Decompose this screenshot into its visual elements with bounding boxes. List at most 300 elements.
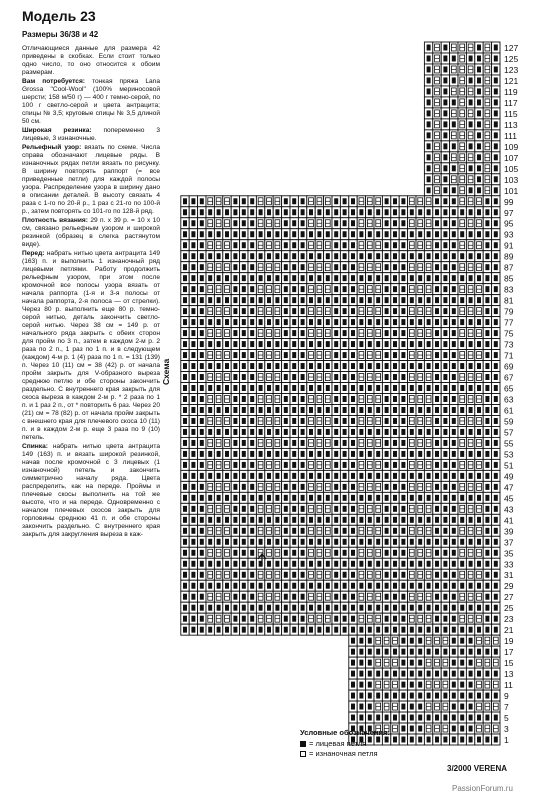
row-number: 73 [504, 339, 514, 350]
stitch-cell [273, 218, 281, 229]
stitch-cell [315, 514, 323, 525]
knit-stitch-icon [494, 66, 498, 72]
knit-stitch-icon [385, 528, 389, 534]
knit-stitch-icon [284, 264, 288, 270]
knit-stitch-icon [191, 198, 195, 204]
knit-stitch-icon [343, 341, 347, 347]
stitch-cell [483, 328, 491, 339]
knit-stitch-icon [427, 253, 431, 259]
stitch-cell [399, 240, 407, 251]
stitch-cell [366, 690, 374, 701]
stitch-cell [189, 426, 197, 437]
stitch-cell [391, 306, 399, 317]
stitch-cell [483, 75, 491, 86]
knit-stitch-icon [292, 341, 296, 347]
knit-stitch-icon [191, 528, 195, 534]
knit-stitch-icon [460, 253, 464, 259]
stitch-cell [273, 426, 281, 437]
stitch-cell [282, 525, 290, 536]
stitch-cell [382, 372, 390, 383]
knit-stitch-icon [300, 741, 306, 747]
knit-stitch-icon [469, 649, 473, 655]
stitch-cell [240, 240, 248, 251]
knit-stitch-icon [359, 583, 363, 589]
knit-stitch-icon [376, 385, 380, 391]
knit-stitch-icon [494, 176, 498, 182]
knit-stitch-icon [385, 286, 389, 292]
stitch-cell [391, 591, 399, 602]
stitch-cell [298, 317, 306, 328]
knit-stitch-icon [410, 363, 414, 369]
knit-stitch-icon [326, 451, 330, 457]
stitch-cell [324, 229, 332, 240]
stitch-cell [391, 514, 399, 525]
stitch-cell [298, 328, 306, 339]
knit-stitch-icon [242, 209, 246, 215]
knit-stitch-icon [200, 616, 204, 622]
stitch-cell [223, 514, 231, 525]
knit-stitch-icon [376, 231, 380, 237]
stitch-cell [214, 481, 222, 492]
knit-stitch-icon [418, 231, 422, 237]
knit-stitch-icon [393, 341, 397, 347]
stitch-cell [223, 372, 231, 383]
stitch-cell [366, 328, 374, 339]
knit-stitch-icon [225, 539, 229, 545]
knit-stitch-icon [343, 572, 347, 578]
stitch-cell [450, 657, 458, 668]
row-number: 27 [504, 592, 514, 603]
row-number: 23 [504, 614, 514, 625]
knit-stitch-icon [460, 407, 464, 413]
stitch-cell [441, 86, 449, 97]
knit-stitch-icon [427, 110, 431, 116]
stitch-cell [466, 679, 474, 690]
knit-stitch-icon [343, 264, 347, 270]
stitch-cell [248, 317, 256, 328]
knit-stitch-icon [191, 363, 195, 369]
knit-stitch-icon [494, 385, 498, 391]
stitch-cell [475, 635, 483, 646]
stitch-cell [492, 448, 500, 459]
stitch-cell [214, 602, 222, 613]
stitch-cell [206, 437, 214, 448]
stitch-cell [408, 646, 416, 657]
stitch-cell [391, 404, 399, 415]
knit-stitch-icon [494, 605, 498, 611]
knit-stitch-icon [317, 341, 321, 347]
stitch-cell [357, 350, 365, 361]
knit-stitch-icon [485, 264, 489, 270]
stitch-cell [240, 383, 248, 394]
stitch-cell [189, 339, 197, 350]
knit-stitch-icon [393, 407, 397, 413]
knit-stitch-icon [183, 550, 187, 556]
stitch-cell [466, 350, 474, 361]
stitch-cell [424, 635, 432, 646]
knit-stitch-icon [242, 308, 246, 314]
knit-stitch-icon [469, 539, 473, 545]
stitch-cell [433, 394, 441, 405]
stitch-cell [458, 602, 466, 613]
knit-stitch-icon [418, 297, 422, 303]
stitch-cell [433, 262, 441, 273]
stitch-cell [189, 284, 197, 295]
stitch-cell [214, 328, 222, 339]
knit-stitch-icon [359, 209, 363, 215]
knit-stitch-icon [469, 143, 473, 149]
knit-stitch-icon [208, 275, 212, 281]
stitch-cell [399, 207, 407, 218]
knit-stitch-icon [460, 451, 464, 457]
stitch-cell [223, 404, 231, 415]
stitch-cell [416, 547, 424, 558]
stitch-cell [315, 602, 323, 613]
knit-stitch-icon [191, 231, 195, 237]
knit-stitch-icon [418, 275, 422, 281]
stitch-cell [466, 723, 474, 734]
stitch-cell [256, 459, 264, 470]
knit-stitch-icon [343, 528, 347, 534]
knit-stitch-icon [351, 517, 355, 523]
knit-stitch-icon [368, 209, 372, 215]
stitch-cell [273, 602, 281, 613]
knit-stitch-icon [317, 605, 321, 611]
row-number: 79 [504, 306, 514, 317]
knit-stitch-icon [233, 539, 237, 545]
stitch-cell [475, 624, 483, 635]
knit-stitch-icon [200, 209, 204, 215]
stitch-cell [298, 361, 306, 372]
stitch-cell [240, 569, 248, 580]
knit-stitch-icon [326, 473, 330, 479]
knit-stitch-icon [418, 605, 422, 611]
stitch-cell [433, 690, 441, 701]
stitch-cell [231, 295, 239, 306]
stitch-cell [223, 624, 231, 635]
knit-stitch-icon [359, 561, 363, 567]
stitch-cell [231, 624, 239, 635]
knit-stitch-icon [233, 308, 237, 314]
stitch-cell [349, 712, 357, 723]
stitch-cell [441, 536, 449, 547]
stitch-cell [307, 470, 315, 481]
stitch-cell [248, 459, 256, 470]
stitch-cell [366, 514, 374, 525]
stitch-cell [374, 262, 382, 273]
knit-stitch-icon [401, 385, 405, 391]
stitch-cell [374, 481, 382, 492]
stitch-cell [214, 503, 222, 514]
knit-stitch-icon [427, 55, 431, 61]
knit-stitch-icon [317, 517, 321, 523]
stitch-cell [399, 624, 407, 635]
stitch-cell [315, 492, 323, 503]
stitch-cell [198, 426, 206, 437]
knit-stitch-icon [233, 594, 237, 600]
knit-stitch-icon [368, 407, 372, 413]
stitch-cell [416, 350, 424, 361]
stitch-cell [298, 394, 306, 405]
knit-stitch-icon [393, 594, 397, 600]
stitch-cell [492, 295, 500, 306]
stitch-cell [382, 218, 390, 229]
knit-stitch-icon [317, 231, 321, 237]
stitch-cell [433, 42, 441, 53]
knit-stitch-icon [250, 231, 254, 237]
stitch-cell [374, 218, 382, 229]
stitch-cell [349, 657, 357, 668]
stitch-cell [416, 426, 424, 437]
stitch-cell [231, 613, 239, 624]
stitch-cell [214, 448, 222, 459]
stitch-cell [357, 602, 365, 613]
knit-stitch-icon [410, 275, 414, 281]
knit-stitch-icon [301, 220, 305, 226]
knit-stitch-icon [259, 407, 263, 413]
stitch-cell [214, 361, 222, 372]
stitch-cell [282, 624, 290, 635]
stitch-cell [198, 372, 206, 383]
stitch-cell [374, 536, 382, 547]
knit-stitch-icon [410, 495, 414, 501]
stitch-cell [223, 503, 231, 514]
stitch-cell [408, 196, 416, 207]
stitch-cell [340, 251, 348, 262]
paragraph: Рельефный узор: вязать по схеме. Числа справа обозначают лицевые ряды. В изнаночных рядах петли вязать по рисунку. В ширину повторять раппорт (= все приведенные петли) для каждой полосы узора. Распределение узора в ширину дано в описании деталей. В высоту связать 4 раза с 1-го по 20-й р., 1 раз с 21-го по 100-й р., затем повторять со 101-го по 128-й ряд. [22, 144, 160, 215]
knit-stitch-icon [401, 374, 405, 380]
knit-stitch-icon [393, 605, 397, 611]
stitch-cell [231, 547, 239, 558]
knit-stitch-icon [469, 297, 473, 303]
stitch-cell [483, 262, 491, 273]
stitch-cell [290, 273, 298, 284]
knit-stitch-icon [485, 440, 489, 446]
stitch-cell [265, 339, 273, 350]
stitch-cell [181, 383, 189, 394]
knit-stitch-icon [435, 616, 439, 622]
knit-stitch-icon [275, 583, 279, 589]
stitch-cell [475, 240, 483, 251]
stitch-cell [189, 448, 197, 459]
stitch-cell [248, 218, 256, 229]
row-number: 81 [504, 295, 514, 306]
row-number: 71 [504, 350, 514, 361]
stitch-cell [248, 361, 256, 372]
knit-stitch-icon [401, 550, 405, 556]
knit-stitch-icon [385, 506, 389, 512]
knit-stitch-icon [233, 341, 237, 347]
knit-stitch-icon [452, 506, 456, 512]
stitch-cell [340, 470, 348, 481]
stitch-cell [273, 580, 281, 591]
knit-stitch-icon [309, 319, 313, 325]
knit-stitch-icon [494, 231, 498, 237]
knit-stitch-icon [494, 627, 498, 633]
knit-stitch-icon [418, 737, 422, 743]
stitch-cell [349, 668, 357, 679]
knit-stitch-icon [183, 517, 187, 523]
stitch-cell [483, 339, 491, 350]
knit-stitch-icon [242, 418, 246, 424]
stitch-cell [181, 240, 189, 251]
knit-stitch-icon [460, 671, 464, 677]
stitch-cell [324, 514, 332, 525]
stitch-cell [273, 394, 281, 405]
stitch-cell [298, 426, 306, 437]
knit-stitch-icon [477, 121, 481, 127]
stitch-cell [466, 328, 474, 339]
stitch-cell [357, 306, 365, 317]
knit-stitch-icon [200, 253, 204, 259]
knit-stitch-icon [250, 627, 254, 633]
knit-stitch-icon [284, 308, 288, 314]
stitch-cell [408, 240, 416, 251]
stitch-cell [450, 75, 458, 86]
stitch-cell [315, 503, 323, 514]
knit-stitch-icon [385, 198, 389, 204]
stitch-cell [399, 701, 407, 712]
stitch-cell [408, 404, 416, 415]
stitch-cell [433, 207, 441, 218]
knit-stitch-icon [385, 616, 389, 622]
stitch-cell [290, 613, 298, 624]
stitch-cell [382, 492, 390, 503]
knit-stitch-icon [368, 231, 372, 237]
stitch-cell [307, 459, 315, 470]
stitch-cell [458, 372, 466, 383]
knit-stitch-icon [443, 88, 447, 94]
stitch-cell [298, 547, 306, 558]
stitch-cell [189, 295, 197, 306]
knit-stitch-icon [401, 572, 405, 578]
stitch-cell [408, 415, 416, 426]
knit-stitch-icon [183, 297, 187, 303]
knit-stitch-icon [401, 363, 405, 369]
knit-stitch-icon [275, 209, 279, 215]
knit-stitch-icon [292, 363, 296, 369]
knit-stitch-icon [393, 627, 397, 633]
knit-stitch-icon [485, 616, 489, 622]
knit-stitch-icon [242, 451, 246, 457]
stitch-cell [483, 470, 491, 481]
knit-stitch-icon [401, 352, 405, 358]
stitch-cell [340, 394, 348, 405]
knit-stitch-icon [233, 495, 237, 501]
stitch-cell [240, 273, 248, 284]
knit-stitch-icon [359, 693, 363, 699]
knit-stitch-icon [183, 209, 187, 215]
knit-stitch-icon [292, 385, 296, 391]
stitch-cell [340, 229, 348, 240]
stitch-cell [189, 251, 197, 262]
stitch-cell [349, 470, 357, 481]
stitch-cell [399, 350, 407, 361]
knit-stitch-icon [452, 330, 456, 336]
stitch-cell [307, 591, 315, 602]
stitch-cell [324, 306, 332, 317]
stitch-cell [189, 383, 197, 394]
stitch-cell [492, 240, 500, 251]
stitch-cell [399, 569, 407, 580]
stitch-cell [265, 481, 273, 492]
stitch-cell [298, 470, 306, 481]
stitch-cell [399, 481, 407, 492]
stitch-cell [450, 372, 458, 383]
knit-stitch-icon [376, 451, 380, 457]
stitch-cell [366, 657, 374, 668]
knit-stitch-icon [494, 209, 498, 215]
stitch-cell [332, 273, 340, 284]
stitch-cell [492, 284, 500, 295]
stitch-cell [458, 591, 466, 602]
stitch-cell [357, 690, 365, 701]
stitch-cell [340, 361, 348, 372]
stitch-cell [450, 415, 458, 426]
stitch-cell [416, 196, 424, 207]
stitch-cell [475, 613, 483, 624]
stitch-cell [424, 251, 432, 262]
stitch-cell [307, 306, 315, 317]
stitch-cell [483, 525, 491, 536]
knit-stitch-icon [393, 308, 397, 314]
knit-stitch-icon [200, 440, 204, 446]
knit-stitch-icon [242, 495, 246, 501]
knit-stitch-icon [385, 242, 389, 248]
stitch-cell [265, 229, 273, 240]
knit-stitch-icon [443, 374, 447, 380]
knit-stitch-icon [191, 583, 195, 589]
knit-stitch-icon [242, 363, 246, 369]
knit-stitch-icon [250, 451, 254, 457]
knit-stitch-icon [460, 275, 464, 281]
stitch-cell [324, 613, 332, 624]
stitch-cell [408, 547, 416, 558]
stitch-cell [307, 613, 315, 624]
stitch-cell [382, 415, 390, 426]
stitch-cell [408, 470, 416, 481]
stitch-cell [231, 306, 239, 317]
knit-stitch-icon [284, 396, 288, 402]
stitch-cell [290, 514, 298, 525]
stitch-cell [332, 306, 340, 317]
knit-stitch-icon [443, 396, 447, 402]
stitch-cell [483, 404, 491, 415]
stitch-cell [424, 53, 432, 64]
stitch-cell [399, 415, 407, 426]
stitch-cell [416, 646, 424, 657]
knit-stitch-icon [418, 682, 422, 688]
row-number: 113 [504, 119, 518, 130]
stitch-cell [307, 547, 315, 558]
knit-stitch-icon [368, 275, 372, 281]
stitch-cell [349, 415, 357, 426]
stitch-cell [458, 42, 466, 53]
knit-stitch-icon [301, 396, 305, 402]
stitch-cell [307, 339, 315, 350]
stitch-cell [223, 262, 231, 273]
stitch-cell [382, 383, 390, 394]
stitch-cell [433, 53, 441, 64]
knit-stitch-icon [317, 253, 321, 259]
stitch-cell [391, 635, 399, 646]
stitch-cell [181, 218, 189, 229]
knit-stitch-icon [477, 187, 481, 193]
stitch-cell [424, 42, 432, 53]
knit-stitch-icon [359, 660, 363, 666]
stitch-cell [315, 613, 323, 624]
stitch-cell [391, 317, 399, 328]
